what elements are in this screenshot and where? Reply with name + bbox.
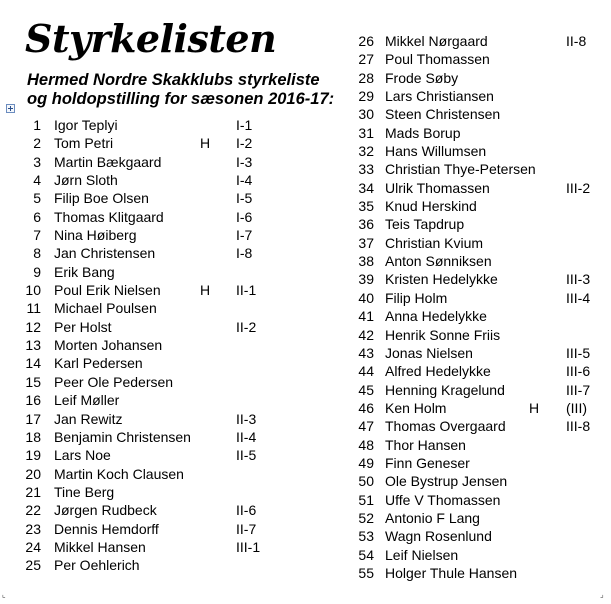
player-team: II-3 bbox=[236, 410, 257, 427]
player-team: I-1 bbox=[236, 117, 253, 133]
player-name: Jørn Sloth bbox=[54, 172, 118, 189]
player-name: Filip Boe Olsen bbox=[54, 190, 149, 207]
player-name: Thomas Klitgaard bbox=[54, 208, 164, 225]
player-rank: 10 bbox=[25, 282, 41, 299]
player-rank: 43 bbox=[358, 344, 374, 361]
player-name: Antonio F Lang bbox=[385, 509, 480, 526]
player-name: Tom Petri bbox=[54, 135, 114, 152]
player-team: I-6 bbox=[236, 208, 253, 225]
player-team: III-1 bbox=[236, 538, 261, 555]
player-rank: 16 bbox=[25, 392, 41, 409]
player-rank: 11 bbox=[26, 300, 41, 317]
player-rank: 40 bbox=[358, 289, 374, 306]
player-rank: 25 bbox=[25, 557, 41, 574]
player-home: H bbox=[200, 135, 211, 152]
player-team: III-8 bbox=[566, 418, 591, 435]
player-name: Per Oehlerich bbox=[54, 557, 140, 574]
player-name: Frode Søby bbox=[385, 69, 459, 86]
player-name: Henning Kragelund bbox=[385, 381, 505, 398]
player-team: II-2 bbox=[236, 318, 257, 335]
player-team: II-4 bbox=[236, 428, 257, 445]
player-rank: 12 bbox=[25, 318, 41, 335]
player-rank: 18 bbox=[25, 428, 41, 445]
player-rank: 37 bbox=[358, 234, 374, 251]
player-rank: 49 bbox=[358, 454, 374, 471]
player-name: Holger Thule Hansen bbox=[385, 564, 518, 581]
player-team: I-8 bbox=[236, 245, 253, 262]
player-name: Finn Geneser bbox=[385, 454, 470, 471]
player-name: Mikkel Nørgaard bbox=[385, 33, 488, 49]
player-rank: 46 bbox=[358, 399, 374, 416]
player-rank: 42 bbox=[358, 326, 374, 343]
player-name: Leif Møller bbox=[54, 392, 120, 409]
player-name: Uffe V Thomassen bbox=[385, 491, 501, 508]
player-name: Benjamin Christensen bbox=[54, 428, 191, 445]
document-title: Styrkelisten bbox=[25, 16, 277, 61]
player-rank: 21 bbox=[25, 483, 41, 500]
player-rank: 6 bbox=[33, 208, 41, 225]
player-team: (III) bbox=[566, 399, 587, 416]
player-rank: 17 bbox=[25, 410, 41, 427]
player-rank: 23 bbox=[25, 520, 41, 537]
player-name: Martin Bækgaard bbox=[54, 153, 162, 170]
player-rank: 32 bbox=[358, 143, 374, 160]
player-name: Igor Teplyi bbox=[54, 117, 118, 133]
player-rank: 34 bbox=[358, 179, 374, 196]
player-team: I-2 bbox=[236, 135, 253, 152]
player-team: I-7 bbox=[236, 227, 253, 244]
player-rank: 1 bbox=[33, 117, 41, 133]
player-name: Peer Ole Pedersen bbox=[54, 373, 174, 390]
page-corner-mark-right: ⌟ bbox=[600, 590, 604, 599]
player-name: Knud Herskind bbox=[385, 198, 477, 215]
player-name: Mads Borup bbox=[385, 124, 461, 141]
player-name: Hans Willumsen bbox=[385, 143, 487, 160]
player-rank: 47 bbox=[358, 418, 374, 435]
player-name: Anna Hedelykke bbox=[385, 308, 487, 325]
player-name: Per Holst bbox=[54, 318, 112, 335]
player-name: Wagn Rosenlund bbox=[385, 528, 492, 545]
player-team: III-2 bbox=[566, 179, 591, 196]
player-rank: 38 bbox=[358, 253, 374, 270]
subtitle-line: og holdopstilling for sæsonen 2016-17: bbox=[27, 90, 335, 108]
player-name: Jonas Nielsen bbox=[385, 344, 473, 361]
player-name: Kristen Hedelykke bbox=[385, 271, 498, 288]
player-rank: 44 bbox=[358, 363, 374, 380]
player-rank: 53 bbox=[358, 528, 374, 545]
player-team: I-5 bbox=[236, 190, 253, 207]
player-name: Henrik Sonne Friis bbox=[385, 326, 501, 343]
player-name: Morten Johansen bbox=[54, 337, 163, 354]
player-name: Christian Kvium bbox=[385, 234, 484, 251]
player-rank: 51 bbox=[358, 491, 374, 508]
player-team: II-8 bbox=[566, 33, 587, 49]
player-name: Jan Christensen bbox=[54, 245, 156, 262]
player-name: Poul Thomassen bbox=[385, 51, 490, 68]
player-name: Leif Nielsen bbox=[385, 546, 459, 563]
player-team: II-7 bbox=[236, 520, 257, 537]
player-team: III-3 bbox=[566, 271, 591, 288]
player-name: Teis Tapdrup bbox=[385, 216, 465, 233]
player-name: Filip Holm bbox=[385, 289, 448, 306]
document-subtitle bbox=[27, 71, 334, 109]
player-team: II-5 bbox=[236, 447, 257, 464]
player-team: III-5 bbox=[566, 344, 591, 361]
player-name: Steen Christensen bbox=[385, 106, 501, 123]
player-rank: 31 bbox=[358, 124, 374, 141]
player-rank: 24 bbox=[25, 538, 41, 555]
player-name: Ulrik Thomassen bbox=[385, 179, 490, 196]
player-rank: 8 bbox=[33, 245, 41, 262]
player-rank: 3 bbox=[33, 153, 41, 170]
player-name: Jan Rewitz bbox=[54, 410, 123, 427]
player-rank: 9 bbox=[33, 263, 41, 280]
player-rank: 33 bbox=[358, 161, 374, 178]
player-name: Tine Berg bbox=[54, 483, 115, 500]
player-name: Jørgen Rudbeck bbox=[54, 502, 157, 519]
player-rank: 39 bbox=[358, 271, 374, 288]
player-rank: 26 bbox=[358, 33, 374, 49]
player-home: H bbox=[200, 282, 211, 299]
player-home: H bbox=[529, 399, 540, 416]
player-rank: 55 bbox=[358, 564, 374, 581]
player-rank: 13 bbox=[25, 337, 41, 354]
player-team: III-6 bbox=[566, 363, 591, 380]
player-name: Erik Bang bbox=[54, 263, 115, 280]
player-rank: 28 bbox=[358, 69, 374, 86]
player-rank: 5 bbox=[33, 190, 41, 207]
player-team: II-6 bbox=[236, 502, 257, 519]
player-rank: 35 bbox=[358, 198, 374, 215]
player-rank: 14 bbox=[25, 355, 41, 372]
player-name: Anton Sønniksen bbox=[385, 253, 492, 270]
player-name: Alfred Hedelykke bbox=[385, 363, 491, 380]
player-name: Michael Poulsen bbox=[54, 300, 157, 317]
player-rank: 2 bbox=[33, 135, 41, 152]
player-rank: 50 bbox=[358, 473, 374, 490]
player-name: Poul Erik Nielsen bbox=[54, 282, 161, 299]
player-name: Thor Hansen bbox=[385, 436, 466, 453]
subtitle-line: Hermed Nordre Skakklubs styrkeliste bbox=[27, 71, 320, 89]
player-rank: 19 bbox=[25, 447, 41, 464]
player-rank: 48 bbox=[358, 436, 374, 453]
player-name: Karl Pedersen bbox=[54, 355, 143, 372]
player-rank: 15 bbox=[25, 373, 41, 390]
player-name: Thomas Overgaard bbox=[385, 418, 506, 435]
table-move-handle-icon[interactable] bbox=[6, 104, 15, 113]
player-team: I-4 bbox=[236, 172, 253, 189]
player-name: Christian Thye-Petersen bbox=[385, 161, 536, 178]
player-name: Nina Høiberg bbox=[54, 227, 137, 244]
player-team: II-1 bbox=[236, 282, 257, 299]
player-rank: 29 bbox=[358, 88, 374, 105]
player-rank: 27 bbox=[358, 51, 374, 68]
player-name: Ken Holm bbox=[385, 399, 447, 416]
player-name: Ole Bystrup Jensen bbox=[385, 473, 508, 490]
player-rank: 45 bbox=[358, 381, 374, 398]
player-rank: 4 bbox=[33, 172, 41, 189]
player-rank: 20 bbox=[25, 465, 41, 482]
player-rank: 30 bbox=[358, 106, 374, 123]
player-name: Mikkel Hansen bbox=[54, 538, 146, 555]
player-name: Dennis Hemdorff bbox=[54, 520, 159, 537]
player-rank: 22 bbox=[25, 502, 41, 519]
player-team: I-3 bbox=[236, 153, 253, 170]
player-name: Lars Christiansen bbox=[385, 88, 494, 105]
player-name: Martin Koch Clausen bbox=[54, 465, 184, 482]
player-rank: 54 bbox=[358, 546, 374, 563]
player-rank: 7 bbox=[33, 227, 41, 244]
player-team: III-7 bbox=[566, 381, 591, 398]
player-name: Lars Noe bbox=[54, 447, 111, 464]
player-rank: 41 bbox=[358, 308, 374, 325]
player-rank: 52 bbox=[358, 509, 374, 526]
player-rank: 36 bbox=[358, 216, 374, 233]
page-corner-mark-left: ⌞ bbox=[2, 590, 6, 599]
player-team: III-4 bbox=[566, 289, 591, 306]
